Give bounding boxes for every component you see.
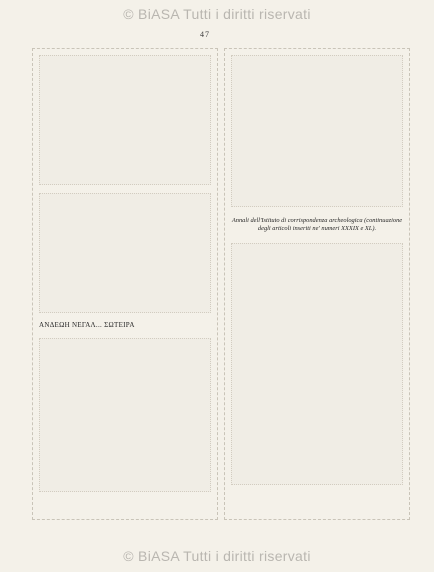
watermark-top: © BiASA Tutti i diritti riservati [123,6,311,22]
section-heading: Annali dell'Istituto di corrispondenza archeologica (continuazione degli articoli inseriti ne' numeri XXXIX e XL). [231,217,403,232]
text-block-placeholder [39,338,211,492]
right-column [224,48,410,520]
text-block-placeholder [39,55,211,185]
left-column [32,48,218,520]
greek-inscription: ΑΝΔΕΩΗ ΝΕΓΑΛ... ΣΩΤΕΙΡΑ [39,321,135,329]
text-block-placeholder [231,55,403,207]
watermark-bottom: © BiASA Tutti i diritti riservati [123,548,311,564]
text-block-placeholder [39,193,211,313]
page-number: 47 [200,30,210,39]
text-block-placeholder [231,243,403,485]
